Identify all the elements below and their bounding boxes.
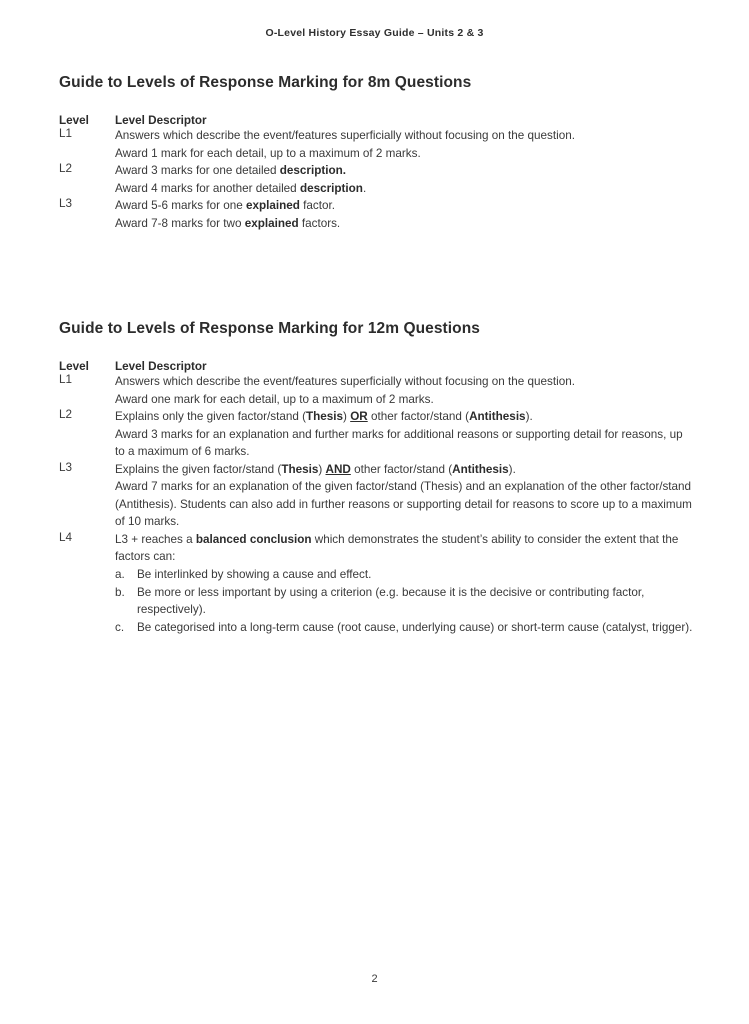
- descriptor-line: Award 7 marks for an explanation of the given factor/stand (Thesis) and an explanation of the other factor/stand (Antithesis). Students can also add in further reasons or supporting detail for reasons to score up to a maximum of 10 marks.: [115, 480, 692, 529]
- descriptor-line: Award 1 mark for each detail, up to a maximum of 2 marks.: [115, 146, 421, 160]
- list-marker: a.: [115, 568, 125, 582]
- descriptor-line: Answers which describe the event/features superficially without focusing on the question.: [115, 129, 575, 142]
- section-12m-questions: [59, 320, 693, 636]
- list-marker: b.: [115, 585, 125, 599]
- descriptor-line: Award 5-6 marks for one explained factor.: [115, 199, 336, 213]
- running-header: O-Level History Essay Guide – Units 2 & 3: [265, 27, 484, 39]
- level-descriptor-l3: [115, 461, 693, 531]
- column-header-level-descriptor: Level Descriptor: [115, 114, 207, 127]
- level-table-8m: [59, 114, 684, 232]
- level-descriptor-l1: [115, 127, 684, 162]
- list-item: [115, 619, 693, 637]
- page-number: 2: [371, 973, 378, 985]
- level-label-l2: L2: [59, 162, 73, 176]
- level-table-12m: [59, 360, 693, 636]
- level-label-l2: L2: [59, 408, 73, 422]
- descriptor-line: Award 7-8 marks for two explained factors.: [115, 216, 341, 230]
- descriptor-line: Award 3 marks for an explanation and further marks for additional reasons or supporting detail for reasons, up to a maximum of 6 marks.: [115, 427, 683, 459]
- list-item-text: Be more or less important by using a criterion (e.g. because it is the decisive or contributing factor, respectively).: [137, 585, 645, 617]
- list-item: [115, 566, 693, 584]
- level-descriptor-l1: [115, 373, 693, 408]
- descriptor-line: Answers which describe the event/features superficially without focusing on the question.: [115, 375, 575, 388]
- table-row: [59, 373, 693, 408]
- descriptor-line: Explains only the given factor/stand (Thesis) OR other factor/stand (Antithesis).: [115, 410, 533, 424]
- descriptor-line: L3 + reaches a balanced conclusion which demonstrates the student’s ability to consider the extent that the factors can:: [115, 532, 679, 564]
- descriptor-line: Explains the given factor/stand (Thesis) AND other factor/stand (Antithesis).: [115, 462, 516, 476]
- column-header-level: Level: [59, 114, 89, 127]
- column-header-level: Level: [59, 360, 89, 373]
- level-descriptor-l2: [115, 162, 684, 197]
- level-label-l1: L1: [59, 373, 73, 386]
- column-header-level-descriptor: Level Descriptor: [115, 360, 207, 373]
- descriptor-line: Award 4 marks for another detailed description.: [115, 181, 367, 195]
- list-item-text: Be categorised into a long-term cause (root cause, underlying cause) or short-term cause (catalyst, trigger).: [137, 620, 693, 634]
- emphasis-and: AND: [325, 462, 351, 476]
- level-label-l3: L3: [59, 460, 73, 474]
- table-row: [59, 162, 684, 197]
- section-title-12m: Guide to Levels of Response Marking for 12m Questions: [59, 320, 480, 337]
- table-row: [59, 127, 684, 162]
- list-marker: c.: [115, 620, 125, 634]
- table-row: [59, 531, 693, 636]
- table-header-row: [59, 360, 693, 373]
- list-item: [115, 584, 693, 619]
- table-row: [59, 408, 693, 461]
- level-descriptor-l3: [115, 197, 684, 232]
- descriptor-line: Award 3 marks for one detailed description.: [115, 164, 347, 178]
- table-row: [59, 197, 684, 232]
- list-item-text: Be interlinked by showing a cause and effect.: [137, 568, 372, 582]
- level-label-l4: L4: [59, 530, 73, 544]
- level-descriptor-l4: [115, 531, 693, 636]
- level-descriptor-l2: [115, 408, 693, 461]
- table-row: [59, 461, 693, 531]
- descriptor-line: Award one mark for each detail, up to a maximum of 2 marks.: [115, 392, 434, 406]
- level-label-l3: L3: [59, 197, 73, 211]
- section-title-8m: Guide to Levels of Response Marking for 8m Questions: [59, 74, 472, 91]
- emphasis-or: OR: [350, 410, 368, 424]
- section-8m-questions: [59, 74, 684, 232]
- table-header-row: [59, 114, 684, 127]
- level-label-l1: L1: [59, 127, 73, 140]
- sublist-l4: [115, 566, 693, 636]
